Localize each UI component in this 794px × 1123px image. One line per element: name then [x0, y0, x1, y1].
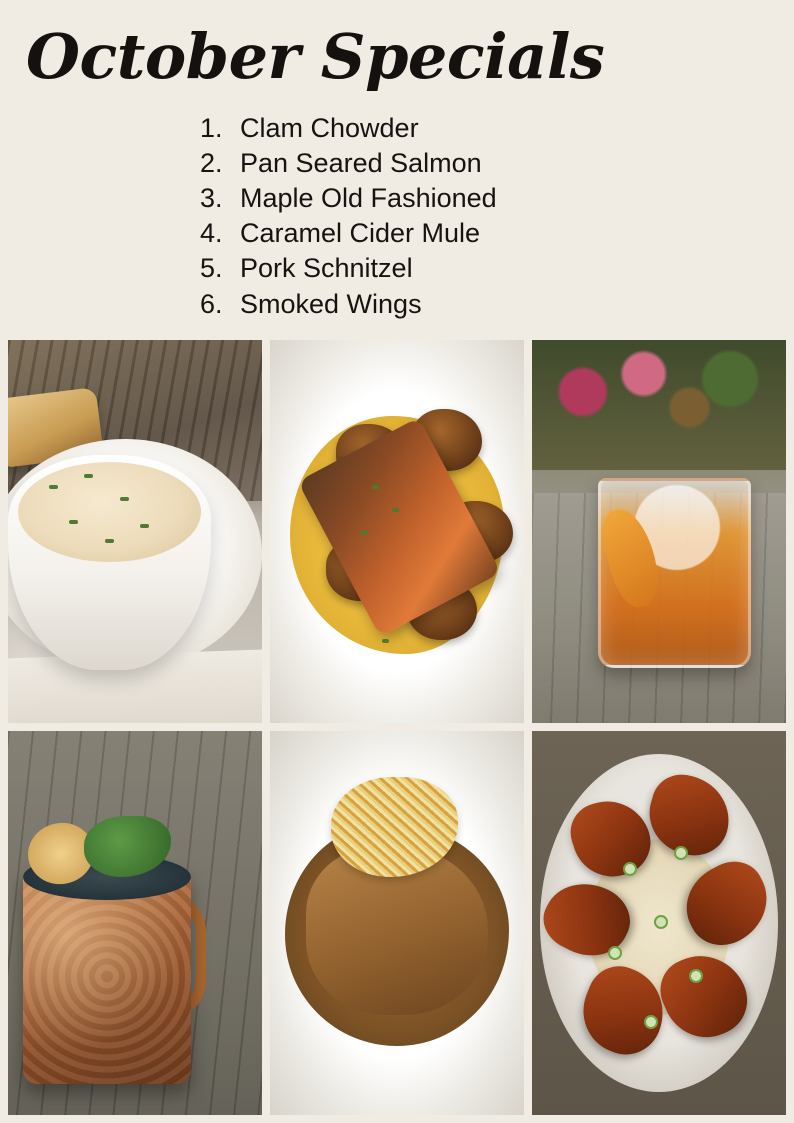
photo-clam-chowder [8, 340, 262, 724]
specials-list [0, 111, 794, 322]
parsley-fleck [105, 539, 114, 543]
list-item-label: Pan Seared Salmon [240, 148, 482, 179]
photo-pork-schnitzel-image [270, 731, 524, 1115]
list-item [230, 251, 794, 286]
list-item [230, 111, 794, 146]
photo-smoked-wings [532, 731, 786, 1115]
herb-fleck [372, 485, 379, 489]
photo-smoked-wings-image [532, 731, 786, 1115]
photo-maple-old-fashioned [532, 340, 786, 724]
photo-maple-old-fashioned-image [532, 340, 786, 724]
page-title: October Specials [26, 20, 605, 93]
scallion-slice [644, 1015, 658, 1029]
photo-gallery [0, 340, 794, 1123]
chowder-surface [18, 462, 201, 562]
herb-fleck [382, 639, 389, 643]
photo-caramel-cider-mule [8, 731, 262, 1115]
list-item-label: Maple Old Fashioned [240, 183, 497, 214]
photo-clam-chowder-image [8, 340, 262, 724]
parsley-fleck [84, 474, 93, 478]
list-item [230, 216, 794, 251]
list-item [230, 181, 794, 216]
header [0, 0, 794, 322]
list-item-label: Pork Schnitzel [240, 253, 413, 284]
parsley-fleck [120, 497, 129, 501]
flower-planter [532, 340, 786, 470]
copper-mug [23, 869, 191, 1084]
parsley-fleck [140, 524, 149, 528]
photo-pan-seared-salmon-image [270, 340, 524, 724]
parsley-fleck [69, 520, 78, 524]
list-item-label: Clam Chowder [240, 113, 419, 144]
list-item [230, 146, 794, 181]
list-item [230, 287, 794, 322]
photo-pan-seared-salmon [270, 340, 524, 724]
photo-pork-schnitzel [270, 731, 524, 1115]
photo-caramel-cider-mule-image [8, 731, 262, 1115]
list-item-label: Smoked Wings [240, 288, 422, 319]
list-item-label: Caramel Cider Mule [240, 218, 481, 249]
parsley-fleck [49, 485, 58, 489]
